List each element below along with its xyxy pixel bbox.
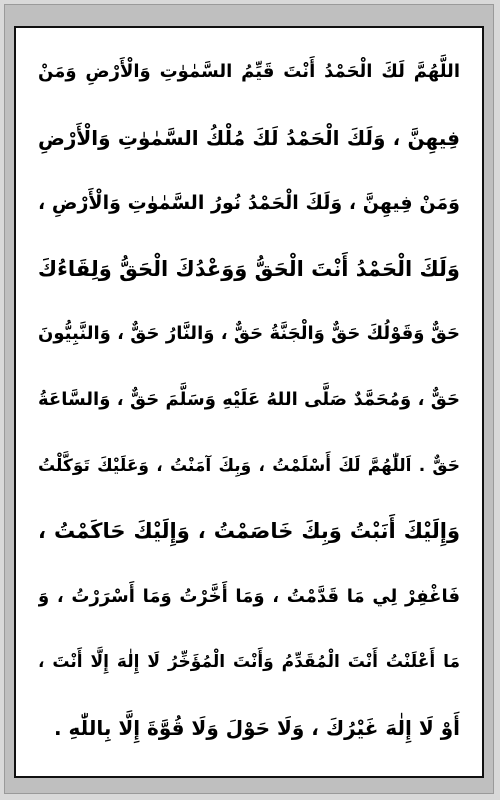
- dua-line-11: أَوْ لَا إِلٰهَ غَيْرُكَ ، وَلَا حَوْلَ وَلَا قُوَّةَ إِلَّا بِاللّٰهِ .: [53, 715, 460, 740]
- dua-line-6: حَقٌّ ، وَمُحَمَّدٌ صَلَّى اللهُ عَلَيْهِ وَسَلَّمَ حَقٌّ ، وَالسَّاعَةُ: [38, 388, 460, 410]
- dua-line-8: وَإِلَيْكَ أَنَبْتُ وَبِكَ خَاصَمْتُ ، وَإِلَيْكَ حَاكَمْتُ ،: [38, 519, 460, 544]
- dua-text: [38, 52, 460, 748]
- dua-line-5: حَقٌّ وَقَوْلُكَ حَقٌّ وَالْجَنَّةُ حَقٌّ ، وَالنَّارُ حَقٌّ ، وَالنَّبِيُّونَ: [38, 323, 460, 345]
- dua-line-2: فِيهِنَّ ، وَلَكَ الْحَمْدُ لَكَ مُلْكُ السَّمٰوٰتِ وَالْأَرْضِ: [38, 125, 460, 150]
- screen-frame: [4, 4, 494, 794]
- dua-page: [14, 26, 484, 778]
- dua-line-1: اللَّهُمَّ لَكَ الْحَمْدُ أَنْتَ قَيِّمُ السَّمٰوٰتِ وَالْأَرْضِ وَمَنْ: [38, 61, 460, 82]
- dua-line-3: وَمَنْ فِيهِنَّ ، وَلَكَ الْحَمْدُ نُورُ السَّمٰوٰتِ وَالْأَرْضِ ،: [38, 192, 460, 215]
- dua-line-7: حَقٌّ . اَللّٰهُمَّ لَكَ أَسْلَمْتُ ، وَبِكَ آمَنْتُ ، وَعَلَيْكَ تَوَكَّلْتُ: [38, 455, 460, 476]
- dua-line-10: مَا أَعْلَنْتُ أَنْتَ الْمُقَدِّمُ وَأَنْتَ الْمُؤَخِّرُ لَا إِلٰهَ إِلَّا أَنْتَ ،: [38, 652, 460, 673]
- dua-line-4: وَلَكَ الْحَمْدُ أَنْتَ الْحَقُّ وَوَعْدُكَ الْحَقُّ وَلِقَاءُكَ: [38, 256, 460, 281]
- dua-line-9: فَاغْفِرْ لِي مَا قَدَّمْتُ ، وَمَا أَخَّرْتُ وَمَا أَسْرَرْتُ ، وَ: [38, 585, 460, 607]
